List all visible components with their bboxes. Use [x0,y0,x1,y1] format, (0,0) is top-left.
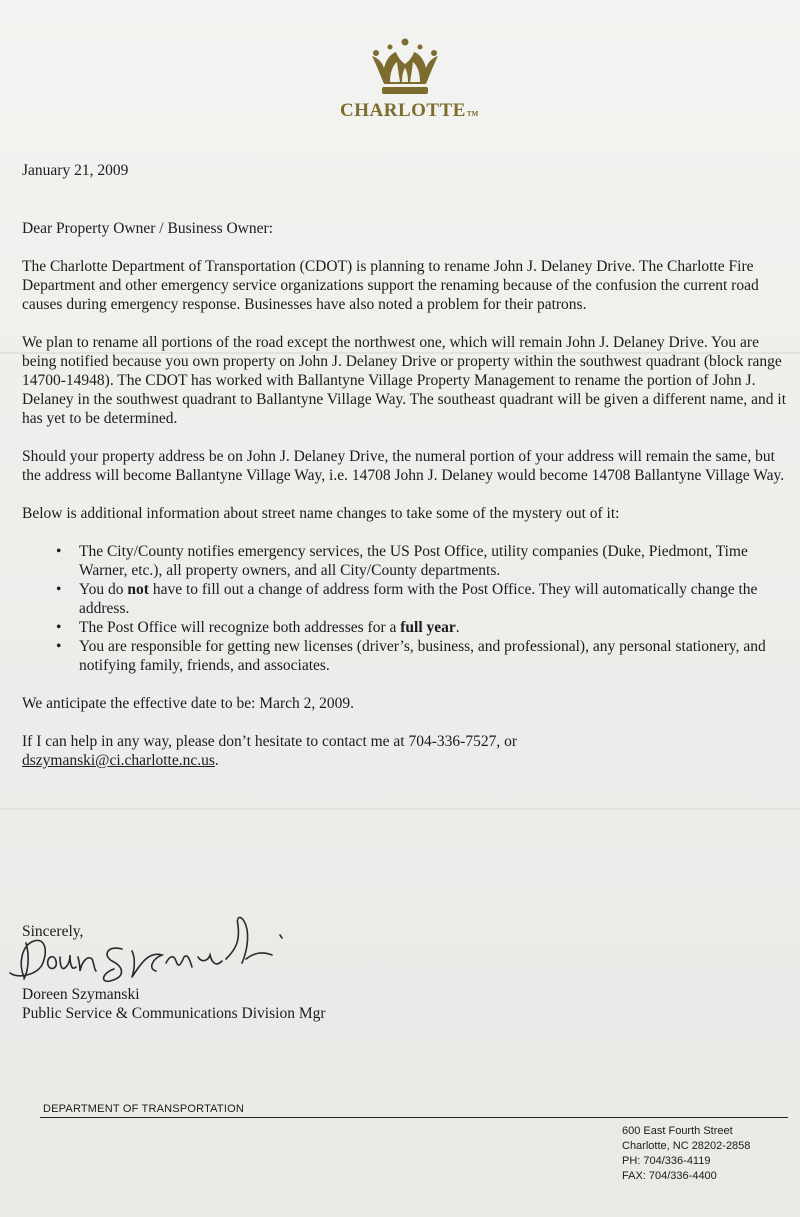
department-name: DEPARTMENT OF TRANSPORTATION [43,1103,244,1115]
paragraph: The Charlotte Department of Transportation (CDOT) is planning to rename John J. Delaney Drive. The Charlotte Fire Department and other emergency service organizations support the renaming because of the confusion the current road causes during emergency response. Businesses have also noted a problem for their patrons. [22,258,759,313]
bullet-icon: • [56,543,62,560]
effective-date: We anticipate the effective date to be: March 2, 2009. [22,695,355,712]
bullet-icon: • [56,638,62,655]
signer-title: Public Service & Communications Division Mgr [22,1005,326,1022]
letter-body [22,161,792,770]
email-link[interactable]: dszymanski@ci.charlotte.nc.us [22,752,215,769]
list-item: • The Post Office will recognize both addresses for a full year. [56,619,460,636]
contact-paragraph: If I can help in any way, please don’t hesitate to contact me at 704-336-7527, or dszymanski@ci.charlotte.nc.us. [22,733,517,769]
bullet-icon: • [56,581,62,598]
signer-block [22,985,326,1023]
address-city: Charlotte, NC 28202-2858 [622,1140,751,1152]
address-street: 600 East Fourth Street [622,1125,733,1137]
letter-date: January 21, 2009 [22,162,129,179]
paragraph: Should your property address be on John J. Delaney Drive, the numeral portion of your address will remain the same, but the address will become Ballantyne Village Way, i.e. 14708 John J. Delaney would become 14708 Ballantyne Village Way. [22,448,785,484]
charlotte-logo [340,38,479,122]
footer-address [622,1124,750,1184]
address-phone: PH: 704/336-4119 [622,1155,711,1167]
paragraph: Below is additional information about street name changes to take some of the mystery out of it: [22,505,620,522]
paragraph: We plan to rename all portions of the road except the northwest one, which will remain John J. Delaney Drive. You are being notified because you own property on John J. Delaney Drive or property within the southwest quadrant (block range 14700-14948). The CDOT has worked with Ballantyne Village Property Management to rename the portion of John J. Delaney in the southwest quadrant to Ballantyne Village Way. The southeast quadrant will be given a different name, and it has yet to be determined. [22,334,787,427]
list-item: • You do not have to fill out a change of address form with the Post Office. They will automatically change the address. [56,581,758,617]
signature-icon [4,905,294,985]
address-fax: FAX: 704/336-4400 [622,1170,717,1182]
salutation: Dear Property Owner / Business Owner: [22,220,273,237]
closing: Sincerely, [22,923,84,940]
info-list [22,542,792,675]
list-item: • The City/County notifies emergency services, the US Post Office, utility companies (Duke, Piedmont, Time Warner, etc.), all property owners, and all City/County departments. [56,543,748,579]
paper-crease [0,808,800,810]
list-item: • You are responsible for getting new licenses (driver’s, business, and professional), any personal stationery, and notifying family, friends, and associates. [56,638,766,674]
signer-name: Doreen Szymanski [22,986,140,1003]
brand-wordmark: CHARLOTTETM [340,100,479,121]
bullet-icon: • [56,619,62,636]
crown-icon [366,38,444,98]
footer-divider [40,1117,788,1118]
